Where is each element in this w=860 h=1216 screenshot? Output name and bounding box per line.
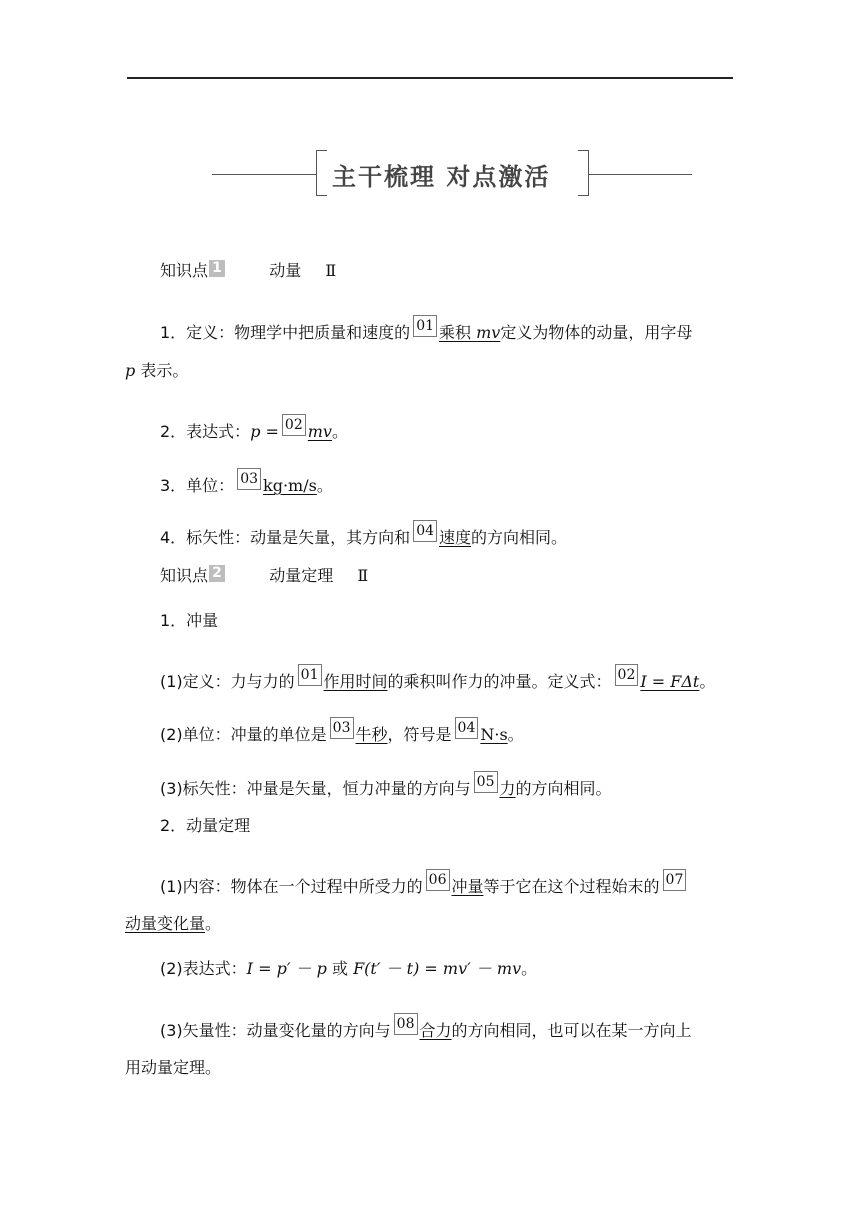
theorem-vector [160, 1013, 692, 1041]
answer: 乘积 mv [439, 323, 501, 342]
title-right-bracket [578, 150, 589, 196]
k1-level: Ⅱ [325, 261, 337, 280]
blank-number: 03 [237, 468, 261, 490]
punct: 。 [699, 672, 716, 691]
theorem-heading: 2．动量定理 [160, 816, 251, 835]
punct: 。 [316, 476, 333, 495]
punct: 。 [521, 959, 538, 978]
answer: 作用时间 [323, 672, 388, 691]
k1-name: 动量 [269, 261, 302, 280]
title-left-rule [212, 174, 316, 175]
k1-definition [160, 315, 692, 343]
k1-expr-eq: p = [250, 422, 279, 441]
k1-vec-suffix: 的方向相同。 [471, 528, 568, 547]
impulse-vec-prefix: (3)标矢性：冲量是矢量，恒力冲量的方向与 [160, 779, 471, 798]
k1-vector [160, 520, 567, 548]
k1-def-prefix: 1．定义：物理学中把质量和速度的 [160, 323, 411, 342]
punct: 。 [507, 725, 524, 744]
k1-unit-prefix: 3．单位： [160, 476, 235, 495]
or-word: 或 [331, 959, 348, 978]
theorem-expr-prefix: (2)表达式： [160, 959, 247, 978]
answer: 速度 [439, 528, 472, 547]
formula-1: I = p′ － p [246, 959, 327, 978]
blank-number: 01 [298, 664, 322, 686]
impulse-vec-suffix: 的方向相同。 [515, 779, 612, 798]
blank-number: 02 [615, 664, 639, 686]
theorem-content-prefix: (1)内容：物体在一个过程中所受力的 [160, 877, 423, 896]
blank-number: 03 [330, 717, 354, 739]
punct: 。 [205, 914, 222, 933]
answer: 力 [499, 779, 516, 798]
symbol-p: p [125, 361, 136, 380]
top-rule [127, 77, 733, 79]
k2-name: 动量定理 [269, 566, 334, 585]
k1-expr-prefix: 2．表达式： [160, 422, 251, 441]
impulse-def-prefix: (1)定义：力与力的 [160, 672, 295, 691]
theorem-expression [160, 959, 537, 979]
theorem-vec-suffix: 的方向相同，也可以在某一方向上 [451, 1021, 692, 1040]
impulse-def-mid: 的乘积叫作力的冲量。定义式： [387, 672, 612, 691]
blank-number: 06 [426, 869, 450, 891]
impulse-heading: 1．冲量 [160, 611, 219, 630]
answer: 合力 [419, 1021, 452, 1040]
blank-number: 07 [663, 869, 687, 891]
impulse-vector [160, 771, 612, 799]
title-left-bracket [316, 150, 327, 196]
k1-expression [160, 414, 348, 442]
impulse-definition [160, 664, 715, 692]
theorem-content-mid: 等于它在这个过程始末的 [483, 877, 660, 896]
impulse-unit-prefix: (2)单位：冲量的单位是 [160, 725, 327, 744]
answer: 牛秒 [355, 725, 388, 744]
k2-badge: 2 [209, 565, 225, 582]
theorem-content [160, 869, 688, 897]
blank-number: 08 [394, 1013, 418, 1035]
theorem-content-line2 [125, 914, 221, 934]
k1-definition-line2 [125, 361, 188, 381]
k1-vec-prefix: 4．标矢性：动量是矢量，其方向和 [160, 528, 411, 547]
answer: mv [307, 422, 332, 441]
answer: N·s [480, 725, 508, 744]
k1-heading [160, 260, 336, 281]
theorem-vector-line2: 用动量定理。 [125, 1058, 222, 1077]
punct: 。 [331, 422, 348, 441]
theorem-vec-prefix: (3)矢量性：动量变化量的方向与 [160, 1021, 391, 1040]
k1-badge: 1 [209, 260, 225, 277]
k1-unit [160, 468, 333, 496]
blank-number: 04 [413, 520, 437, 542]
answer: 动量变化量 [125, 914, 206, 933]
k1-label: 知识点 [160, 261, 209, 280]
formula-2: F(t′ － t) = mv′ － mv [353, 959, 522, 978]
answer: 冲量 [451, 877, 484, 896]
answer: kg·m/s [263, 476, 317, 495]
section-title: 主干梳理 对点激活 [332, 162, 551, 191]
k1-def-suffix: 定义为物体的动量，用字母 [500, 323, 693, 342]
k2-label: 知识点 [160, 566, 209, 585]
impulse-unit [160, 717, 524, 745]
blank-number: 01 [413, 315, 437, 337]
k2-level: Ⅱ [357, 566, 369, 585]
blank-number: 05 [474, 771, 498, 793]
k1-def-line2: 表示。 [140, 361, 189, 380]
blank-number: 04 [455, 717, 479, 739]
answer: I = FΔt [640, 672, 700, 691]
impulse-unit-mid: ，符号是 [387, 725, 452, 744]
blank-number: 02 [282, 414, 306, 436]
title-right-rule [588, 174, 692, 175]
k2-heading [160, 565, 368, 586]
